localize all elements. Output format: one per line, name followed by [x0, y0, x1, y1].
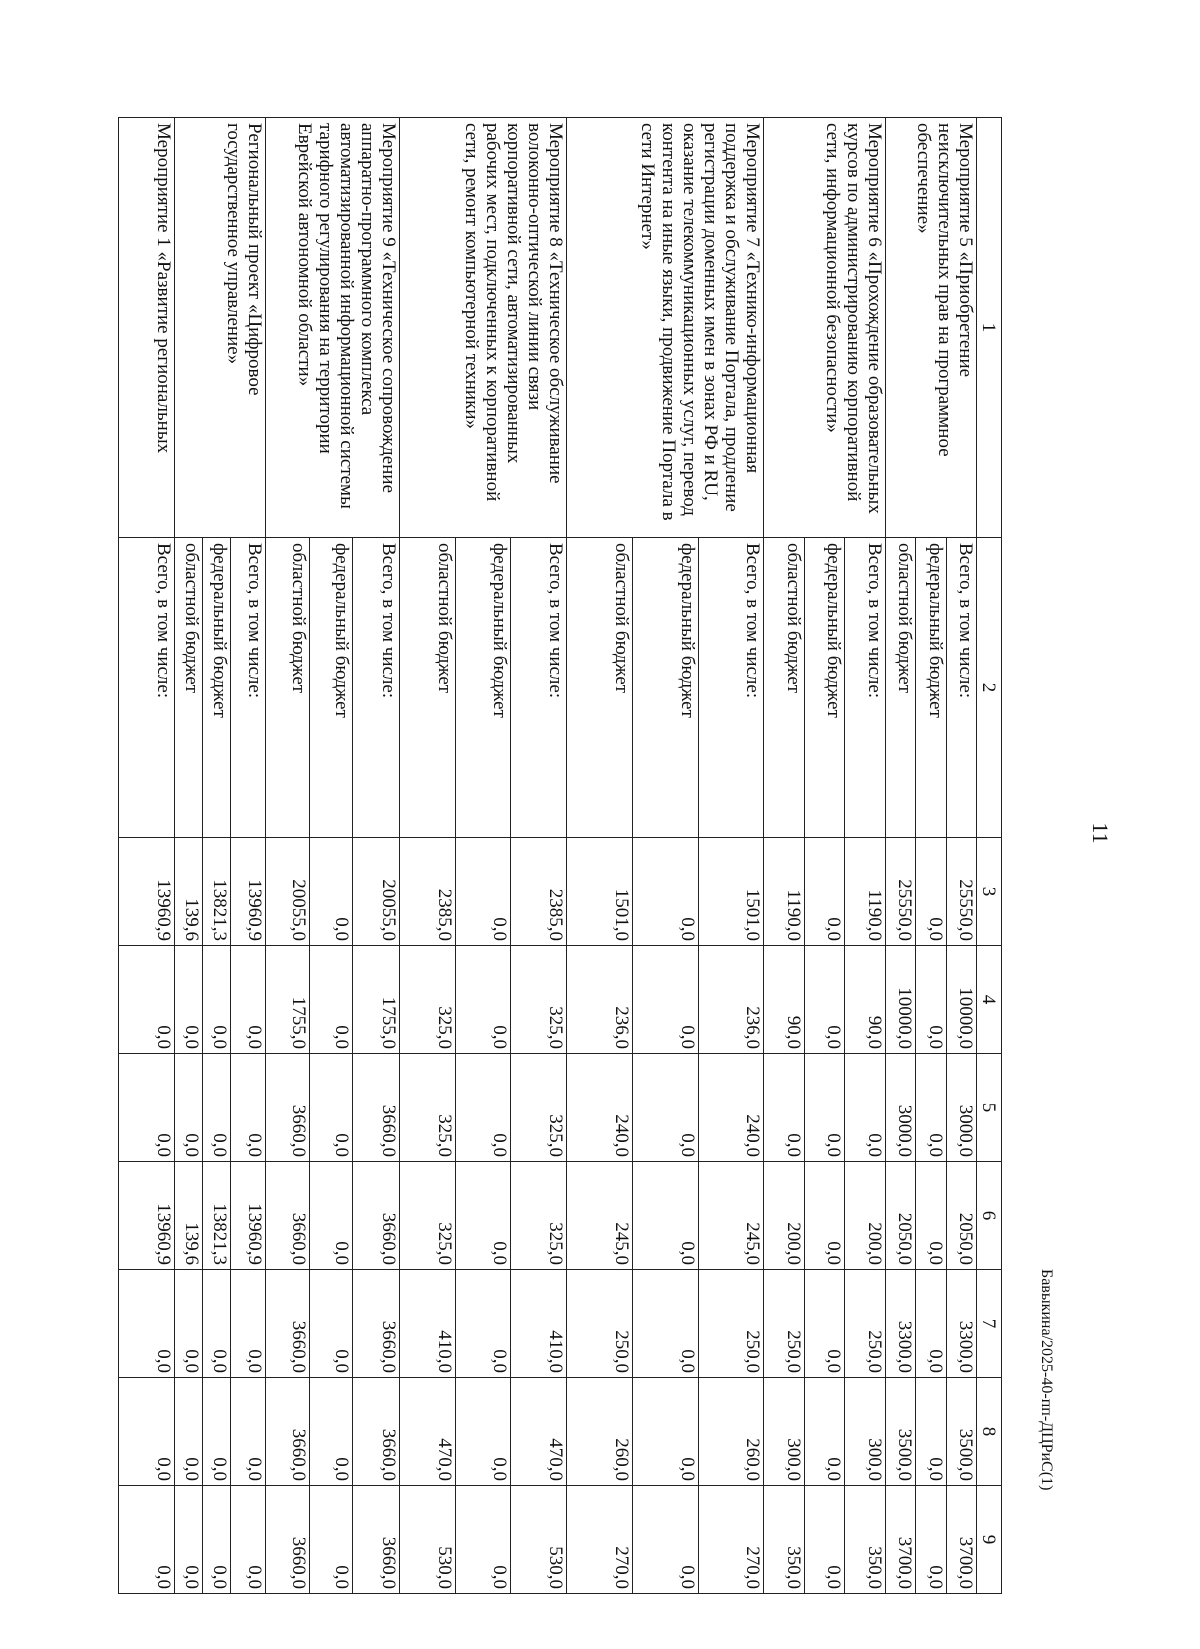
- amount-cell: 0,0: [804, 946, 844, 1054]
- amount-cell: 0,0: [916, 1486, 946, 1594]
- amount-cell: 1501,0: [567, 838, 633, 946]
- amount-cell: 0,0: [455, 1162, 511, 1270]
- funding-source: Всего, в том числе:: [946, 538, 976, 838]
- amount-cell: 10000,0: [885, 946, 915, 1054]
- funding-source: областной бюджет: [400, 538, 456, 838]
- measure-name: Мероприятие 8 «Техническое обслуживание волоконно-оптической линии связи корпоративной сети, автоматизированных рабочих мест, подключенных к корпоративной сети, ремонт компьютерной техники»: [400, 118, 567, 538]
- amount-cell: 0,0: [119, 1054, 175, 1162]
- amount-cell: 0,0: [309, 946, 353, 1054]
- col-header: 1: [977, 118, 1002, 538]
- col-header: 2: [977, 538, 1002, 838]
- amount-cell: 0,0: [804, 1486, 844, 1594]
- amount-cell: 20055,0: [265, 838, 309, 946]
- funding-source: областной бюджет: [885, 538, 915, 838]
- amount-cell: 0,0: [230, 1270, 265, 1378]
- amount-cell: 250,0: [764, 1270, 804, 1378]
- amount-cell: 0,0: [119, 1378, 175, 1486]
- amount-cell: 0,0: [455, 1486, 511, 1594]
- amount-cell: 0,0: [804, 1378, 844, 1486]
- table-row: [353, 118, 400, 1594]
- amount-cell: 0,0: [309, 1054, 353, 1162]
- amount-cell: 350,0: [845, 1486, 885, 1594]
- amount-cell: 0,0: [230, 1054, 265, 1162]
- amount-cell: 3300,0: [885, 1270, 915, 1378]
- amount-cell: 325,0: [511, 1162, 567, 1270]
- amount-cell: 325,0: [400, 1054, 456, 1162]
- amount-cell: 1501,0: [698, 838, 764, 946]
- amount-cell: 250,0: [845, 1270, 885, 1378]
- funding-source: Всего, в том числе:: [698, 538, 764, 838]
- funding-source: федеральный бюджет: [309, 538, 353, 838]
- amount-cell: 245,0: [698, 1162, 764, 1270]
- amount-cell: 3700,0: [946, 1486, 976, 1594]
- amount-cell: 13960,9: [230, 838, 265, 946]
- page-number: 11: [1088, 822, 1113, 844]
- amount-cell: 0,0: [174, 1270, 202, 1378]
- amount-cell: 270,0: [698, 1486, 764, 1594]
- amount-cell: 325,0: [400, 946, 456, 1054]
- amount-cell: 3660,0: [353, 1486, 400, 1594]
- amount-cell: 0,0: [632, 1162, 698, 1270]
- amount-cell: 0,0: [916, 1054, 946, 1162]
- funding-source: областной бюджет: [265, 538, 309, 838]
- amount-cell: 3660,0: [353, 1270, 400, 1378]
- amount-cell: 3660,0: [265, 1378, 309, 1486]
- amount-cell: 0,0: [202, 946, 230, 1054]
- rotated-page: [118, 117, 1002, 1593]
- amount-cell: 90,0: [764, 946, 804, 1054]
- amount-cell: 0,0: [309, 1486, 353, 1594]
- amount-cell: 3000,0: [946, 1054, 976, 1162]
- table-row: [845, 118, 885, 1594]
- amount-cell: 0,0: [804, 1054, 844, 1162]
- funding-source: федеральный бюджет: [632, 538, 698, 838]
- amount-cell: 200,0: [845, 1162, 885, 1270]
- amount-cell: 300,0: [845, 1378, 885, 1486]
- amount-cell: 470,0: [511, 1378, 567, 1486]
- amount-cell: 0,0: [202, 1378, 230, 1486]
- amount-cell: 1190,0: [845, 838, 885, 946]
- amount-cell: 0,0: [202, 1270, 230, 1378]
- funding-source: областной бюджет: [764, 538, 804, 838]
- amount-cell: 139,6: [174, 1162, 202, 1270]
- amount-cell: 245,0: [567, 1162, 633, 1270]
- col-header: 7: [977, 1270, 1002, 1378]
- measure-name: Мероприятие 1 «Развитие региональных: [119, 118, 175, 538]
- amount-cell: 0,0: [202, 1054, 230, 1162]
- amount-cell: 2050,0: [946, 1162, 976, 1270]
- amount-cell: 13960,9: [119, 838, 175, 946]
- amount-cell: 0,0: [804, 838, 844, 946]
- col-header: 9: [977, 1486, 1002, 1594]
- amount-cell: 0,0: [632, 1054, 698, 1162]
- amount-cell: 236,0: [698, 946, 764, 1054]
- amount-cell: 0,0: [455, 1378, 511, 1486]
- funding-source: Всего, в том числе:: [511, 538, 567, 838]
- amount-cell: 0,0: [916, 1270, 946, 1378]
- amount-cell: 0,0: [632, 946, 698, 1054]
- amount-cell: 3300,0: [946, 1270, 976, 1378]
- amount-cell: 139,6: [174, 838, 202, 946]
- col-header: 6: [977, 1162, 1002, 1270]
- amount-cell: 270,0: [567, 1486, 633, 1594]
- measure-name: Мероприятие 7 «Технико-информационная поддержка и обслуживание Портала, продление регистрации доменных имен в зонах РФ и RU, оказание телекоммуникационных услуг, перевод контента на иные языки, продвижение Портала в сети Интернет»: [567, 118, 764, 538]
- amount-cell: 0,0: [455, 838, 511, 946]
- measure-name: Мероприятие 9 «Техническое сопровождение аппаратно-программного комплекса автоматизированной информационной системы тарифного регулирования на территории Еврейской автономной области»: [265, 118, 399, 538]
- amount-cell: 0,0: [174, 1486, 202, 1594]
- budget-table: [118, 117, 1002, 1594]
- amount-cell: 1190,0: [764, 838, 804, 946]
- amount-cell: 3660,0: [265, 1486, 309, 1594]
- amount-cell: 0,0: [309, 1162, 353, 1270]
- amount-cell: 0,0: [174, 1054, 202, 1162]
- amount-cell: 0,0: [632, 1270, 698, 1378]
- col-header: 4: [977, 946, 1002, 1054]
- amount-cell: 410,0: [511, 1270, 567, 1378]
- col-header: 5: [977, 1054, 1002, 1162]
- funding-source: федеральный бюджет: [455, 538, 511, 838]
- amount-cell: 3660,0: [265, 1054, 309, 1162]
- amount-cell: 20055,0: [353, 838, 400, 946]
- measure-name: Мероприятие 6 «Прохождение образовательных курсов по администрированию корпоративной сети, информационной безопасности»: [764, 118, 885, 538]
- amount-cell: 0,0: [455, 946, 511, 1054]
- amount-cell: 300,0: [764, 1378, 804, 1486]
- table-row: [230, 118, 265, 1594]
- measure-name: Региональный проект «Цифровое государственное управление»: [174, 118, 265, 538]
- amount-cell: 0,0: [632, 1486, 698, 1594]
- amount-cell: 0,0: [916, 946, 946, 1054]
- amount-cell: 325,0: [400, 1162, 456, 1270]
- amount-cell: 530,0: [511, 1486, 567, 1594]
- funding-source: областной бюджет: [567, 538, 633, 838]
- amount-cell: 3660,0: [353, 1054, 400, 1162]
- amount-cell: 3000,0: [885, 1054, 915, 1162]
- amount-cell: 3660,0: [353, 1162, 400, 1270]
- col-header: 8: [977, 1378, 1002, 1486]
- amount-cell: 0,0: [804, 1162, 844, 1270]
- amount-cell: 0,0: [119, 946, 175, 1054]
- amount-cell: 0,0: [119, 1270, 175, 1378]
- amount-cell: 200,0: [764, 1162, 804, 1270]
- amount-cell: 3660,0: [353, 1378, 400, 1486]
- table-row: [511, 118, 567, 1594]
- amount-cell: 0,0: [202, 1486, 230, 1594]
- amount-cell: 0,0: [309, 1378, 353, 1486]
- amount-cell: 3500,0: [946, 1378, 976, 1486]
- amount-cell: 0,0: [764, 1054, 804, 1162]
- amount-cell: 350,0: [764, 1486, 804, 1594]
- amount-cell: 0,0: [455, 1270, 511, 1378]
- funding-source: федеральный бюджет: [202, 538, 230, 838]
- amount-cell: 3660,0: [265, 1162, 309, 1270]
- amount-cell: 3660,0: [265, 1270, 309, 1378]
- amount-cell: 2385,0: [400, 838, 456, 946]
- amount-cell: 0,0: [916, 1378, 946, 1486]
- amount-cell: 10000,0: [946, 946, 976, 1054]
- amount-cell: 1755,0: [265, 946, 309, 1054]
- amount-cell: 325,0: [511, 1054, 567, 1162]
- amount-cell: 0,0: [230, 946, 265, 1054]
- table-body: [119, 118, 977, 1594]
- table-row: [946, 118, 976, 1594]
- funding-source: областной бюджет: [174, 538, 202, 838]
- amount-cell: 240,0: [567, 1054, 633, 1162]
- amount-cell: 236,0: [567, 946, 633, 1054]
- amount-cell: 325,0: [511, 946, 567, 1054]
- funding-source: федеральный бюджет: [804, 538, 844, 838]
- header-row: [977, 118, 1002, 1594]
- amount-cell: 0,0: [804, 1270, 844, 1378]
- funding-source: Всего, в том числе:: [119, 538, 175, 838]
- amount-cell: 0,0: [632, 1378, 698, 1486]
- amount-cell: 3500,0: [885, 1378, 915, 1486]
- amount-cell: 2050,0: [885, 1162, 915, 1270]
- amount-cell: 260,0: [698, 1378, 764, 1486]
- amount-cell: 1755,0: [353, 946, 400, 1054]
- funding-source: Всего, в том числе:: [353, 538, 400, 838]
- amount-cell: 25550,0: [946, 838, 976, 946]
- amount-cell: 2385,0: [511, 838, 567, 946]
- amount-cell: 530,0: [400, 1486, 456, 1594]
- amount-cell: 260,0: [567, 1378, 633, 1486]
- amount-cell: 410,0: [400, 1270, 456, 1378]
- amount-cell: 0,0: [174, 1378, 202, 1486]
- amount-cell: 0,0: [455, 1054, 511, 1162]
- amount-cell: 13821,3: [202, 838, 230, 946]
- col-header: 3: [977, 838, 1002, 946]
- table-row: [698, 118, 764, 1594]
- amount-cell: 0,0: [916, 838, 946, 946]
- amount-cell: 0,0: [309, 838, 353, 946]
- amount-cell: 0,0: [119, 1486, 175, 1594]
- amount-cell: 240,0: [698, 1054, 764, 1162]
- funding-source: федеральный бюджет: [916, 538, 946, 838]
- amount-cell: 0,0: [845, 1054, 885, 1162]
- amount-cell: 90,0: [845, 946, 885, 1054]
- amount-cell: 25550,0: [885, 838, 915, 946]
- amount-cell: 0,0: [230, 1486, 265, 1594]
- amount-cell: 250,0: [698, 1270, 764, 1378]
- footer-doc-id: Бавыкина/2025-40-пп-ДЦРиС(1): [1038, 1269, 1055, 1491]
- amount-cell: 3700,0: [885, 1486, 915, 1594]
- measure-name: Мероприятие 5 «Приобретение неисключительных прав на программное обеспечение»: [885, 118, 976, 538]
- amount-cell: 13960,9: [230, 1162, 265, 1270]
- amount-cell: 13821,3: [202, 1162, 230, 1270]
- amount-cell: 0,0: [174, 946, 202, 1054]
- table-row: [119, 118, 175, 1594]
- amount-cell: 250,0: [567, 1270, 633, 1378]
- funding-source: Всего, в том числе:: [230, 538, 265, 838]
- amount-cell: 470,0: [400, 1378, 456, 1486]
- funding-source: Всего, в том числе:: [845, 538, 885, 838]
- amount-cell: 13960,9: [119, 1162, 175, 1270]
- amount-cell: 0,0: [230, 1378, 265, 1486]
- amount-cell: 0,0: [309, 1270, 353, 1378]
- amount-cell: 0,0: [632, 838, 698, 946]
- amount-cell: 0,0: [916, 1162, 946, 1270]
